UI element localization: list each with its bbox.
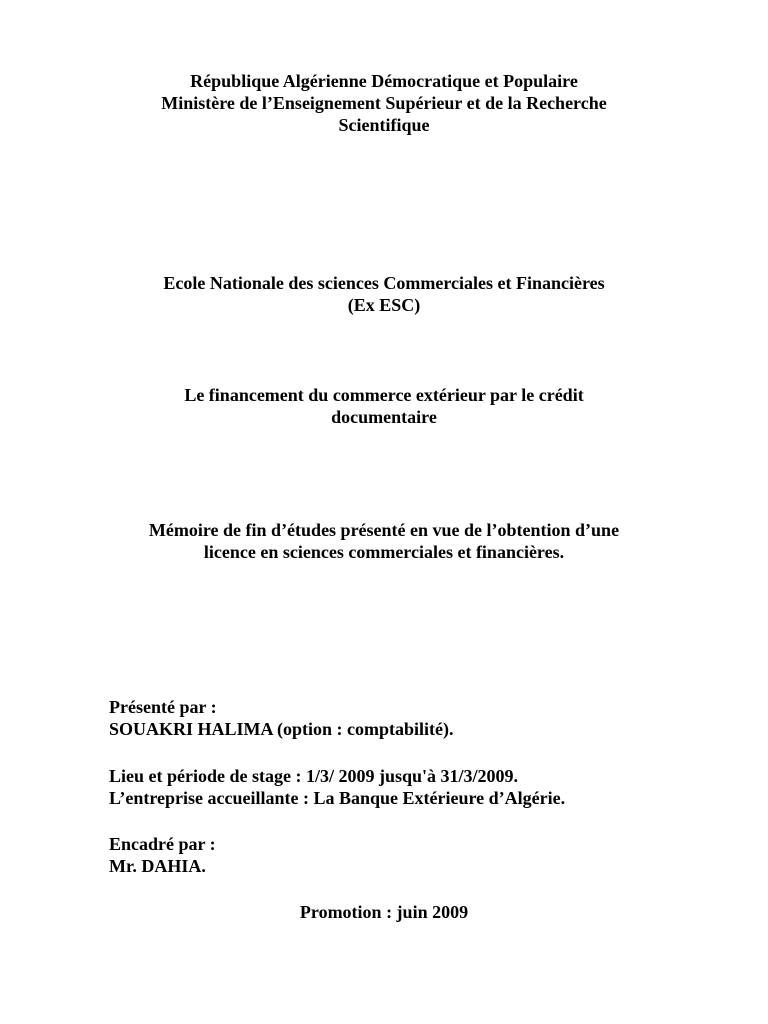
ministry-line: Ministère de l’Enseignement Supérieur et de la Recherche bbox=[161, 93, 607, 113]
thesis-description-line-1: Mémoire de fin d’études présenté en vue de l’obtention d’une bbox=[148, 520, 620, 540]
promotion-text: Promotion : juin 2009 bbox=[299, 902, 469, 922]
presenter-name: SOUAKRI HALIMA (option : comptabilité). bbox=[109, 719, 454, 739]
school-block bbox=[0, 272, 768, 316]
presenter-block bbox=[109, 696, 454, 740]
internship-period: Lieu et période de stage : 1/3/ 2009 jusqu'à 31/3/2009. bbox=[109, 766, 518, 786]
supervisor-name: Mr. DAHIA. bbox=[109, 856, 206, 876]
thesis-description-line-2: licence en sciences commerciales et financières. bbox=[203, 542, 565, 562]
republic-line: République Algérienne Démocratique et Populaire bbox=[190, 71, 578, 91]
host-company: L’entreprise accueillante : La Banque Extérieure d’Algérie. bbox=[109, 788, 566, 808]
thesis-title-line-2: documentaire bbox=[331, 407, 437, 427]
supervisor-block bbox=[109, 833, 216, 877]
school-former-name: (Ex ESC) bbox=[347, 295, 421, 315]
supervisor-label: Encadré par : bbox=[109, 834, 216, 854]
promotion-line bbox=[0, 901, 768, 923]
institution-header bbox=[0, 70, 768, 136]
ministry-line-continued: Scientifique bbox=[338, 115, 430, 135]
thesis-description bbox=[0, 519, 768, 563]
presenter-label: Présenté par : bbox=[109, 697, 217, 717]
thesis-title bbox=[0, 384, 768, 428]
school-name: Ecole Nationale des sciences Commerciales et Financières bbox=[163, 273, 605, 293]
internship-block bbox=[109, 765, 565, 809]
thesis-title-line-1: Le financement du commerce extérieur par le crédit bbox=[184, 385, 584, 405]
